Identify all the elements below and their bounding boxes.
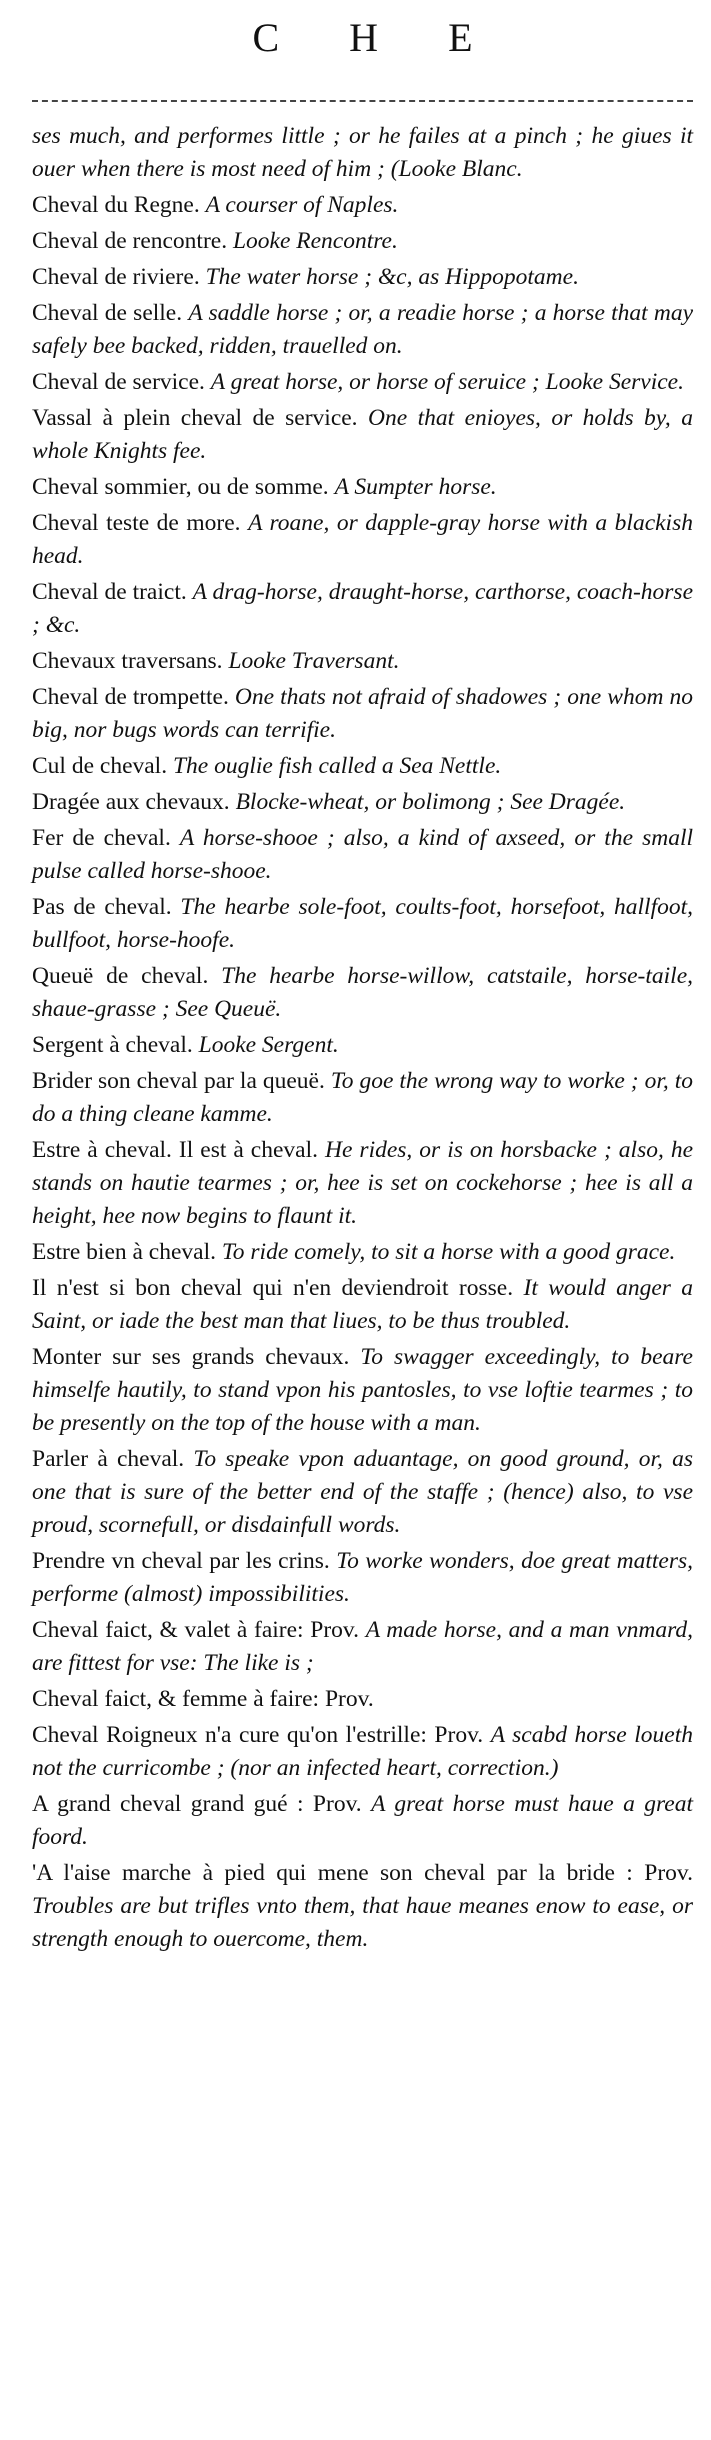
entry-gloss: To ride comely, to sit a horse with a good grace.: [221, 1239, 676, 1265]
entry-headword: Prendre vn cheval par les crins.: [32, 1548, 330, 1574]
entry-gloss: Troubles are but trifles vnto them, that haue meanes enow to ease, or strength enough to ouercome, them.: [32, 1893, 693, 1952]
entry-headword: Cheval de trompette.: [32, 684, 229, 710]
entry-gloss: A drag-horse, draught-horse, carthorse, coach-horse ; &c.: [32, 579, 694, 638]
dictionary-entry: [32, 1443, 693, 1542]
entry-gloss: Looke Traversant.: [228, 648, 400, 674]
dictionary-entry: [32, 1683, 693, 1716]
entry-gloss: Looke Rencontre.: [232, 228, 398, 254]
entry-headword: Dragée aux chevaux.: [32, 789, 230, 815]
entry-headword: Il n'est si bon cheval qui n'en deviendroit rosse.: [32, 1275, 514, 1301]
dictionary-entry: [32, 1065, 693, 1131]
entry-headword: Cheval de selle.: [32, 300, 183, 326]
dictionary-entry: [32, 402, 693, 468]
dictionary-entry: [32, 1272, 693, 1338]
entry-gloss: The ouglie fish called a Sea Nettle.: [172, 753, 502, 779]
entry-headword: Estre à cheval. Il est à cheval.: [32, 1137, 319, 1163]
dictionary-entry: [32, 189, 693, 222]
entry-gloss: To worke wonders, doe great matters, performe (almost) impossibilities.: [32, 1548, 694, 1607]
entry-headword: Cheval de traict.: [32, 579, 187, 605]
entry-list: [32, 120, 693, 1959]
entry-gloss: A courser of Naples.: [205, 192, 399, 218]
entry-headword: Brider son cheval par la queuë.: [32, 1068, 325, 1094]
entry-headword: Cheval faict, & valet à faire: Prov.: [32, 1617, 359, 1643]
dictionary-entry: [32, 471, 693, 504]
entry-headword: Cheval teste de more.: [32, 510, 241, 536]
entry-gloss: A great horse must haue a great foord.: [32, 1791, 693, 1850]
dictionary-entry: [32, 645, 693, 678]
entry-headword: Estre bien à cheval.: [32, 1239, 216, 1265]
dictionary-entry: [32, 297, 693, 363]
dictionary-entry: [32, 1857, 693, 1956]
entry-headword: Vassal à plein cheval de service.: [32, 405, 358, 431]
entry-headword: Queuë de cheval.: [32, 963, 209, 989]
entry-gloss: A great horse, or horse of seruice ; Looke Service.: [210, 369, 684, 395]
dictionary-entry: [32, 1134, 693, 1233]
entry-headword: Fer de cheval.: [32, 825, 171, 851]
dictionary-entry: [32, 1545, 693, 1611]
entry-headword: Chevaux traversans.: [32, 648, 223, 674]
entry-gloss: One that enioyes, or holds by, a whole Knights fee.: [32, 405, 693, 464]
entry-headword: Cul de cheval.: [32, 753, 168, 779]
dictionary-entry: [32, 120, 693, 186]
dictionary-entry: [32, 507, 693, 573]
entry-gloss: The hearbe sole-foot, coults-foot, horsefoot, hallfoot, bullfoot, horse-hoofe.: [32, 894, 693, 953]
header-rule: [32, 100, 693, 102]
dictionary-entry: [32, 225, 693, 258]
entry-gloss: He rides, or is on horsbacke ; also, he stands on hautie tearmes ; or, hee is set on cockehorse ; hee is all a height, hee now begins to flaunt it.: [32, 1137, 694, 1229]
entry-headword: Cheval Roigneux n'a cure qu'on l'estrille: Prov.: [32, 1722, 484, 1748]
dictionary-entry: [32, 786, 693, 819]
entry-gloss: Looke Sergent.: [198, 1032, 339, 1058]
entry-gloss: To goe the wrong way to worke ; or, to do a thing cleane kamme.: [32, 1068, 693, 1127]
dictionary-entry: [32, 1236, 693, 1269]
entry-headword: Cheval sommier, ou de somme.: [32, 474, 329, 500]
entry-headword: Monter sur ses grands chevaux.: [32, 1344, 350, 1370]
dictionary-entry: [32, 576, 693, 642]
entry-gloss: A horse-shooe ; also, a kind of axseed, or the small pulse called horse-shooe.: [32, 825, 693, 884]
entry-gloss: ses much, and performes little ; or he failes at a pinch ; he giues it ouer when there is most need of him ; (Looke Blanc.: [32, 123, 693, 182]
entry-headword: Pas de cheval.: [32, 894, 172, 920]
dictionary-entry: [32, 822, 693, 888]
entry-gloss: A saddle horse ; or, a readie horse ; a horse that may safely bee backed, ridden, trauelled on.: [32, 300, 694, 359]
entry-headword: Cheval faict, & femme à faire: Prov.: [32, 1686, 374, 1712]
dictionary-entry: [32, 366, 693, 399]
entry-headword: Cheval de service.: [32, 369, 205, 395]
dictionary-entry: [32, 261, 693, 294]
dictionary-entry: [32, 891, 693, 957]
page-header: C H E: [252, 15, 503, 60]
dictionary-entry: [32, 960, 693, 1026]
entry-gloss: The water horse ; &c, as Hippopotame.: [205, 264, 579, 290]
dictionary-entry: [32, 1788, 693, 1854]
dictionary-entry: [32, 1614, 693, 1680]
dictionary-entry: [32, 750, 693, 783]
entry-gloss: A Sumpter horse.: [334, 474, 497, 500]
entry-headword: 'A l'aise marche à pied qui mene son cheval par la bride : Prov.: [32, 1860, 693, 1886]
entry-headword: Cheval de rencontre.: [32, 228, 228, 254]
entry-gloss: A roane, or dapple-gray horse with a blackish head.: [32, 510, 693, 569]
entry-gloss: The hearbe horse-willow, catstaile, horse-taile, shaue-grasse ; See Queuë.: [32, 963, 693, 1022]
entry-headword: A grand cheval grand gué : Prov.: [32, 1791, 362, 1817]
entry-headword: Cheval du Regne.: [32, 192, 200, 218]
dictionary-entry: [32, 681, 693, 747]
entry-gloss: A scabd horse loueth not the curricombe ; (nor an infected heart, correction.): [32, 1722, 693, 1781]
dictionary-entry: [32, 1341, 693, 1440]
entry-gloss: It would anger a Saint, or iade the best man that liues, to be thus troubled.: [32, 1275, 694, 1334]
entry-gloss: One thats not afraid of shadowes ; one whom no big, nor bugs words can terrifie.: [32, 684, 693, 743]
entry-headword: Cheval de riviere.: [32, 264, 200, 290]
dictionary-entry: [32, 1719, 693, 1785]
dictionary-entry: [32, 1029, 693, 1062]
entry-gloss: A made horse, and a man vnmard, are fittest for vse: The like is ;: [32, 1617, 693, 1676]
entry-gloss: Blocke-wheat, or bolimong ; See Dragée.: [235, 789, 626, 815]
entry-headword: Parler à cheval.: [32, 1446, 185, 1472]
entry-gloss: To swagger exceedingly, to beare himselfe hautily, to stand vpon his pantosles, to vse loftie tearmes ; to be presently on the top of the house with a man.: [32, 1344, 693, 1436]
entry-headword: Sergent à cheval.: [32, 1032, 193, 1058]
entry-gloss: To speake vpon aduantage, on good ground, or, as one that is sure of the better end of the staffe ; (hence) also, to vse proud, scornefull, or disdainfull words.: [32, 1446, 694, 1538]
